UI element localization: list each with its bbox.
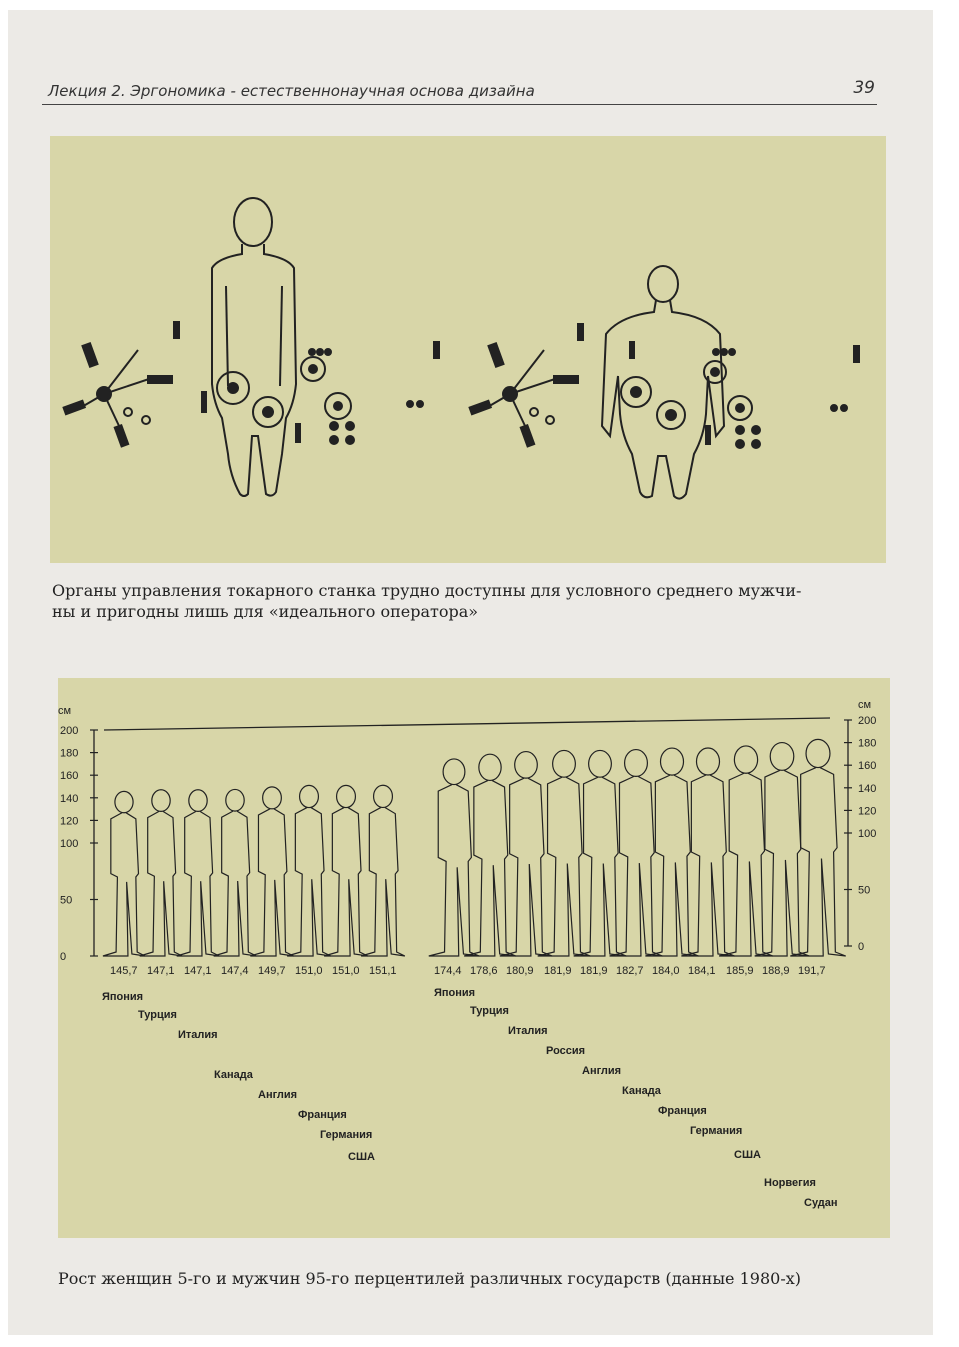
- female-height-label: 149,7: [258, 965, 286, 977]
- right-axis-tick-label: 120: [858, 805, 877, 818]
- figure1-caption-line1: Органы управления токарного станка трудно доступны для условного среднего мужчи-: [52, 581, 802, 600]
- male-height-label: 188,9: [762, 965, 790, 977]
- figure1-caption-line2: ны и пригодны лишь для «идеального оператора»: [52, 602, 479, 621]
- left-axis-tick-label: 0: [60, 951, 67, 963]
- female-country-label: Турция: [138, 1009, 177, 1021]
- male-country-label: Япония: [434, 987, 476, 999]
- male-country-label: Германия: [690, 1125, 743, 1137]
- female-country-label: Франция: [298, 1109, 347, 1121]
- right-axis-tick-label: 100: [858, 828, 877, 840]
- male-silhouette: [681, 748, 734, 956]
- male-height-label: 178,6: [470, 965, 498, 977]
- male-country-label: Норвегия: [764, 1177, 816, 1189]
- male-silhouette: [645, 748, 698, 956]
- heights-figure: [58, 678, 890, 1238]
- female-silhouette: [324, 785, 368, 956]
- right-axis-unit: см: [858, 699, 872, 711]
- running-header: [42, 78, 877, 105]
- male-country-label: Судан: [804, 1197, 838, 1209]
- male-height-label: 181,9: [544, 965, 572, 977]
- male-height-label: 184,0: [652, 965, 680, 977]
- header-title: Лекция 2. Эргономика - естественнонаучная основа дизайна: [48, 82, 535, 100]
- right-axis-tick-label: 50: [858, 884, 871, 897]
- reference-line-200: [104, 718, 830, 730]
- female-height-label: 147,1: [147, 965, 175, 977]
- right-axis-tick-label: 180: [858, 737, 877, 750]
- male-height-label: 181,9: [580, 965, 608, 977]
- left-axis-tick-label: 100: [60, 838, 79, 850]
- male-country-label: Англия: [582, 1065, 622, 1077]
- male-height-label: 185,9: [726, 965, 754, 977]
- female-silhouette: [177, 790, 220, 956]
- lathe-handwheel-right: [470, 343, 578, 446]
- left-axis-tick-label: 50: [60, 894, 73, 907]
- male-country-label: Франция: [658, 1105, 707, 1117]
- left-axis-tick-label: 180: [60, 747, 79, 760]
- left-axis-tick-label: 140: [60, 792, 79, 805]
- female-country-label: Германия: [320, 1129, 373, 1141]
- female-country-label: Англия: [258, 1089, 298, 1101]
- male-country-label: Италия: [508, 1025, 548, 1037]
- male-height-label: 184,1: [688, 965, 716, 977]
- female-silhouette: [140, 790, 183, 956]
- figure1-caption: [52, 580, 884, 622]
- heights-chart: [58, 678, 890, 1238]
- male-country-label: Канада: [622, 1085, 661, 1097]
- left-axis-tick-label: 120: [60, 815, 79, 828]
- female-height-label: 151,1: [369, 965, 397, 977]
- female-height-label: 151,0: [332, 965, 360, 977]
- male-country-label: США: [734, 1149, 761, 1161]
- male-silhouette: [464, 754, 516, 956]
- right-axis-tick-label: 0: [858, 941, 865, 953]
- male-height-label: 174,4: [434, 965, 462, 977]
- ideal-operator-figure: [212, 198, 296, 496]
- lathe-controls-illustration: [50, 136, 886, 563]
- right-axis-tick-label: 140: [858, 782, 877, 795]
- female-silhouette: [250, 787, 293, 956]
- female-silhouette: [361, 785, 405, 956]
- lathe-handwheel-left: [64, 343, 172, 446]
- right-axis-tick-label: 160: [858, 760, 877, 773]
- male-country-label: Россия: [546, 1045, 586, 1057]
- female-silhouette: [214, 789, 257, 956]
- female-height-label: 147,4: [221, 965, 249, 977]
- female-silhouette: [103, 791, 145, 956]
- female-silhouette: [287, 785, 331, 956]
- page-number: 39: [853, 78, 875, 98]
- lathe-controls-figure: [50, 136, 886, 563]
- male-silhouette: [429, 759, 479, 956]
- figure2-caption: Рост женщин 5-го и мужчин 95-го перцентилей различных государств (данные 1980-х): [58, 1269, 801, 1288]
- male-height-label: 182,7: [616, 965, 644, 977]
- left-axis-tick-label: 200: [60, 725, 79, 737]
- female-height-label: 145,7: [110, 965, 138, 977]
- lathe-controls-right: [530, 324, 859, 448]
- right-axis-tick-label: 200: [858, 715, 877, 727]
- male-silhouette: [538, 750, 591, 956]
- female-height-label: 151,0: [295, 965, 323, 977]
- male-height-label: 180,9: [506, 965, 534, 977]
- female-country-label: США: [348, 1151, 375, 1163]
- left-axis-unit: см: [58, 705, 72, 717]
- left-axis-tick-label: 160: [60, 770, 79, 783]
- female-country-label: Канада: [214, 1069, 253, 1081]
- average-man-figure: [602, 266, 724, 499]
- female-country-label: Италия: [178, 1029, 218, 1041]
- female-height-label: 147,1: [184, 965, 212, 977]
- male-country-label: Турция: [470, 1005, 509, 1017]
- male-height-label: 191,7: [798, 965, 826, 977]
- female-country-label: Япония: [102, 991, 144, 1003]
